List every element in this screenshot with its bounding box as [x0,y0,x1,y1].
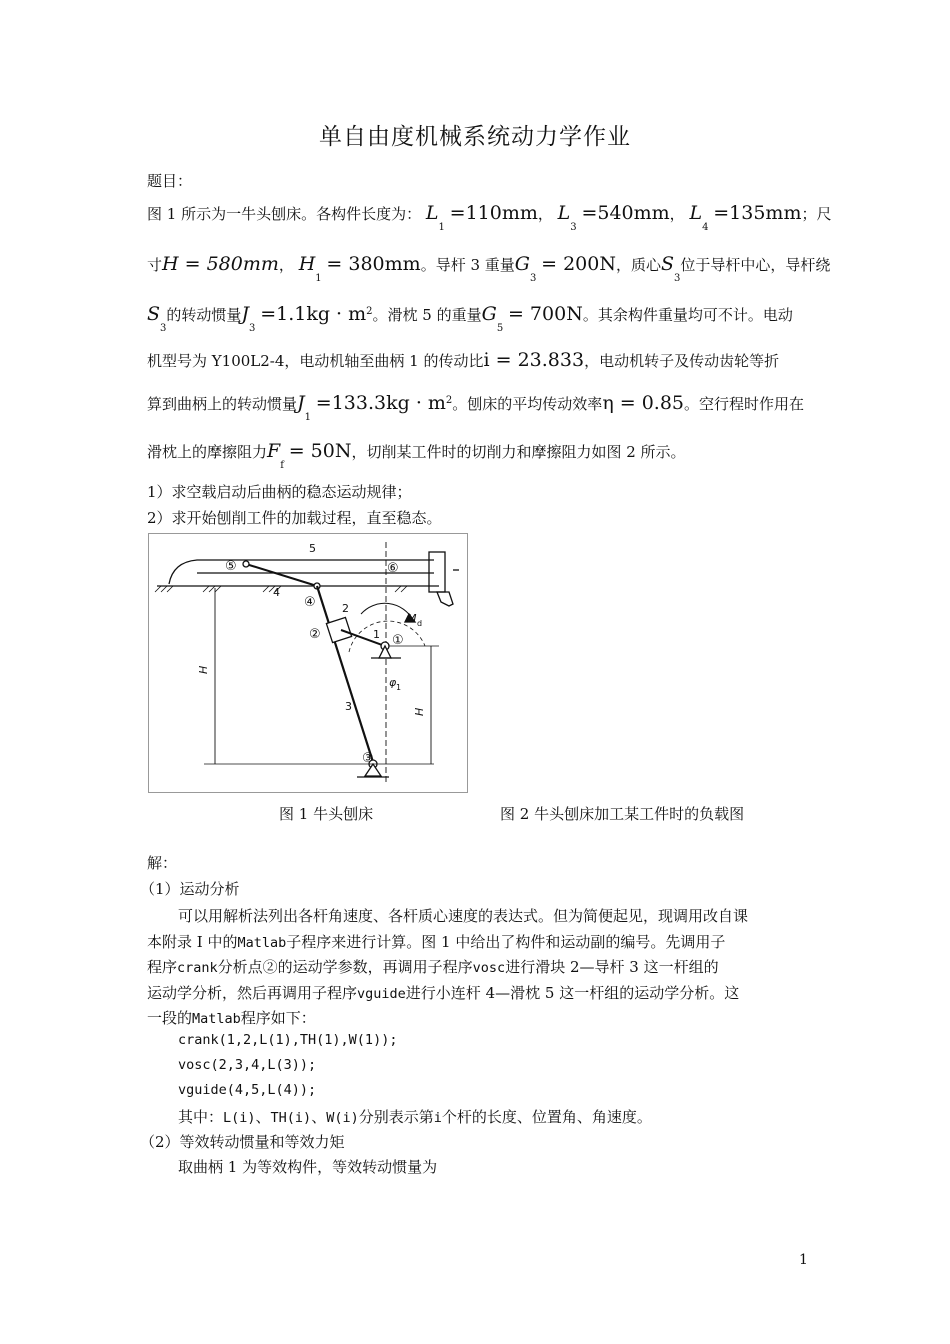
Md-arc [361,603,413,620]
label-circled-2: ② [309,627,321,642]
code-inline: Matlab [237,935,287,951]
math-subscript: 3 [249,323,256,334]
text: 其中： [178,1108,224,1126]
section-2-title: （2）等效转动惯量和等效力矩 [140,1133,345,1151]
math-value: H = 580mm [162,253,279,275]
math-symbol: L [425,202,439,224]
math-symbol: S [147,303,161,325]
text: 图 1 所示为一牛头刨床。各构件长度为： [147,205,422,223]
text: ， [537,205,553,223]
text: 机型号为 Y100L2-4，电动机轴至曲柄 1 的传动比 [147,352,484,370]
math-subscript: 3 [570,222,577,233]
slider-2 [326,617,351,642]
text: 进行滑块 2—导杆 3 这一杆组的 [505,958,719,976]
text: 分析点②的运动学参数，再调用子程序 [217,958,473,976]
label-5: 5 [309,542,316,555]
text: 运动学分析，然后再调用子程序 [147,984,358,1002]
math-subscript: 1 [304,412,312,423]
problem-label: 题目： [147,172,193,190]
math-symbol: J [241,303,250,325]
math-value: =540mm [581,202,670,224]
math-value: =1.1kg · m [260,303,367,325]
code-inline: L(i) [223,1110,256,1126]
code-inline: i [433,1110,442,1126]
math-value: = 200N [541,253,616,275]
code-line: crank(1,2,L(1),TH(1),W(1)); [178,1032,398,1048]
page-title: 单自由度机械系统动力学作业 [319,124,631,150]
math-subscript: 3 [674,273,681,284]
math-value: =133.3kg · m [315,392,446,414]
math-value: =135mm [713,202,802,224]
text: 分别表示第 [358,1108,434,1126]
math-value: = 700N [507,303,583,325]
problem-line-6 [147,440,686,471]
label-1: 1 [373,628,380,641]
page-number: 1 [799,1252,808,1268]
section-1-title: （1）运动分析 [140,880,240,898]
problem-line-1 [147,202,832,233]
question-2: 2）求开始刨削工件的加载过程，直至稳态。 [147,509,442,527]
text: 。刨床的平均传动效率 [452,395,603,413]
label-4: 4 [273,586,280,599]
text: 子程序来进行计算。图 1 中给出了构件和运动副的编号。先调用子 [286,933,726,951]
text: 滑枕上的摩擦阻力 [147,443,268,461]
text: 位于导杆中心，导杆绕 [680,256,831,274]
math-symbol: S [661,253,675,275]
text: 寸 [147,256,163,274]
math-subscript: 4 [702,222,709,233]
math-symbol: J [297,392,305,414]
label-3: 3 [345,700,352,713]
question-1: 1）求空载启动后曲柄的稳态运动规律； [147,483,412,501]
text: 。导杆 3 重量 [420,256,515,274]
text: ；尺 [801,205,832,223]
para-line: 取曲柄 1 为等效构件，等效转动惯量为 [178,1158,438,1176]
text: 个杆的长度、位置角、角速度。 [441,1108,652,1126]
math-value: =110mm [449,202,538,224]
label-H: H [197,665,210,674]
code-inline: vosc [472,960,506,976]
link-4 [246,564,317,586]
math-value: = 380mm [326,253,421,275]
para-line: 可以用解析法列出各杆角速度、各杆质心速度的表达式。但为简便起见，现调用改自课 [178,907,749,925]
para-line [147,1007,316,1028]
label-circled-1: ① [392,633,404,648]
math-symbol: L [557,202,571,224]
math-superscript: 2 [445,395,453,406]
code-line: vguide(4,5,L(4)); [178,1082,317,1098]
label-circled-5: ⑤ [225,559,237,574]
solution-label: 解： [147,854,178,872]
text: ， [278,256,294,274]
code-inline: TH(i) [270,1110,312,1126]
text: 、 [311,1108,327,1126]
text: 程序 [147,958,178,976]
label-circled-6: ⑥ [387,561,399,576]
text: 。空行程时作用在 [684,395,805,413]
math-subscript: 1 [315,273,322,284]
math-value: η = 0.85 [602,392,684,414]
tool [437,592,453,606]
label-phi: φ [389,676,397,689]
text: 。其余构件重量均可不计。电动 [582,306,793,324]
label-phi-sub: 1 [396,683,402,692]
math-symbol: H [298,253,316,275]
text: 的转动惯量 [166,306,242,324]
text: 程序如下： [240,1009,316,1027]
code-line: vosc(2,3,4,L(3)); [178,1057,317,1073]
math-subscript: 3 [529,273,537,284]
text: 。滑枕 5 的重量 [372,306,482,324]
math-value: i = 23.833 [483,349,585,371]
text: ，切削某工件时的切削力和摩擦阻力如图 2 所示。 [351,443,686,461]
para-line [147,956,719,977]
problem-line-5 [147,392,805,423]
para-line [147,982,739,1003]
math-subscript: 5 [496,323,504,334]
figure-1 [148,533,468,793]
math-symbol: F [267,440,281,462]
code-inline: crank [177,960,218,976]
math-value: = 50N [288,440,352,462]
math-superscript: 2 [366,306,373,317]
text: ，电动机转子及传动齿轮等折 [584,352,780,370]
text: 算到曲柄上的转动惯量 [147,395,298,413]
code-inline: vguide [357,986,406,1002]
para-line [178,1106,652,1127]
problem-line-2 [147,253,831,284]
figure-2-caption: 图 2 牛头刨床加工某工件时的负载图 [500,805,745,823]
label-circled-4: ④ [304,595,316,610]
problem-line-4 [147,349,779,371]
text: 一段的 [147,1009,193,1027]
math-symbol: G [514,253,530,275]
math-symbol: G [481,303,497,325]
label-2: 2 [342,602,349,615]
label-Md-sub: d [417,619,423,628]
code-inline: Matlab [192,1011,241,1027]
label-H1: H [413,707,426,716]
text: 进行小连杆 4—滑枕 5 这一杆组的运动学分析。这 [405,984,740,1002]
para-line [147,931,725,952]
math-subscript: 3 [160,323,167,334]
math-symbol: L [689,202,703,224]
text: 本附录 I 中的 [147,933,238,951]
text: 、 [255,1108,271,1126]
label-Md: M [407,612,417,625]
joint-5 [243,561,249,567]
problem-line-3 [147,303,793,334]
code-inline: W(i) [326,1110,359,1126]
label-circled-3: ③ [362,751,374,766]
mechanism-diagram [149,534,467,792]
figure-1-caption: 图 1 牛头刨床 [279,805,374,823]
text: ，质心 [615,256,661,274]
math-subscript: 1 [438,222,445,233]
ground-hatch [155,586,407,592]
math-subscript: f [280,460,284,471]
text: ， [669,205,685,223]
